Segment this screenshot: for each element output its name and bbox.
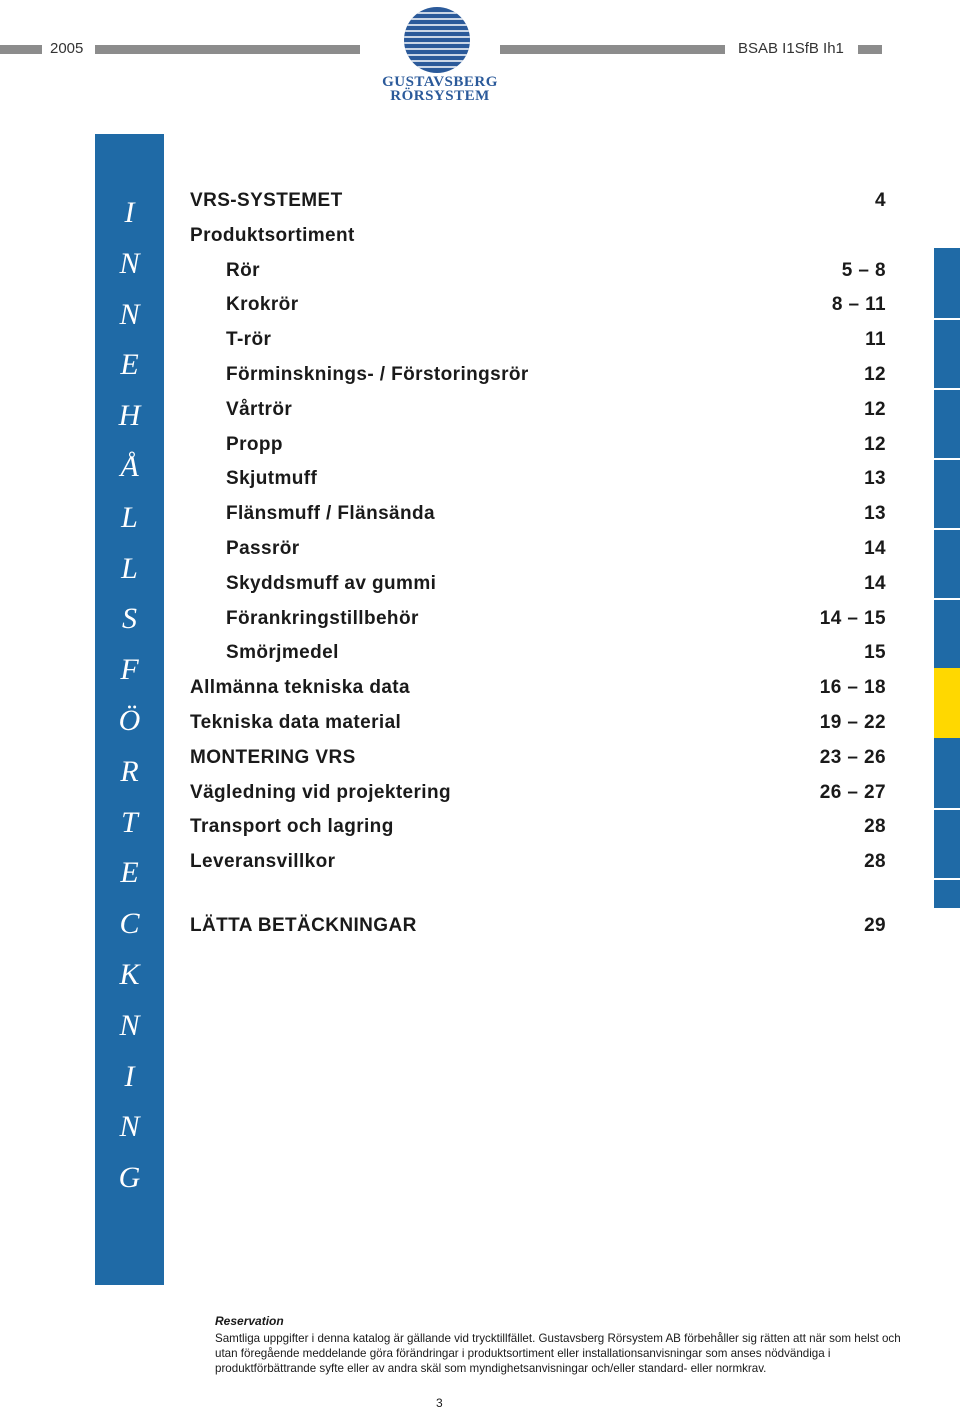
vertical-title-letter: F	[120, 653, 139, 687]
toc-entry-page: 14	[864, 572, 886, 594]
toc-entry[interactable]	[190, 329, 886, 359]
vertical-title-letter: R	[120, 754, 139, 788]
toc-entry-page: 13	[864, 468, 886, 490]
vertical-title-letter: N	[119, 1110, 140, 1144]
vertical-title-letter: G	[118, 1161, 141, 1195]
toc-entry[interactable]	[190, 677, 886, 707]
edge-tab-divider	[934, 808, 960, 810]
vertical-title	[95, 188, 164, 1204]
toc-entry-label: MONTERING VRS	[190, 746, 356, 768]
toc-entry[interactable]	[190, 712, 886, 742]
edge-tab-divider	[934, 318, 960, 320]
toc-entry[interactable]	[190, 225, 886, 255]
toc-entry-label: Flänsmuff / Flänsända	[226, 503, 435, 525]
toc-entry-label: Förankringstillbehör	[226, 607, 419, 629]
vertical-title-letter: I	[124, 1059, 135, 1093]
toc-entry[interactable]	[190, 608, 886, 638]
globe-logo-icon	[402, 5, 472, 75]
toc-entry-label: Förminsknings- / Förstoringsrör	[226, 364, 529, 385]
toc-entry-page: 19 – 22	[819, 712, 886, 733]
toc-entry[interactable]	[190, 399, 886, 429]
vertical-title-letter: C	[119, 907, 140, 941]
vertical-title-letter: N	[119, 246, 140, 280]
toc-entry-page: 23 – 26	[819, 746, 886, 768]
header-bar-left	[95, 45, 360, 54]
toc-entry-label: Propp	[226, 433, 283, 455]
toc-entry-page: 29	[864, 915, 886, 936]
edge-tab-divider	[934, 458, 960, 460]
toc-entry[interactable]	[190, 816, 886, 846]
toc-entry[interactable]	[190, 573, 886, 603]
edge-tab-divider	[934, 598, 960, 600]
toc-entry-label: Allmänna tekniska data	[190, 677, 410, 699]
toc-entry[interactable]	[190, 294, 886, 324]
toc-entry-page: 12	[864, 398, 886, 420]
toc-entry[interactable]	[190, 538, 886, 568]
toc-entry[interactable]	[190, 642, 886, 672]
toc-entry-page: 4	[875, 190, 886, 211]
toc-entry[interactable]	[190, 747, 886, 777]
toc-entry[interactable]	[190, 260, 886, 290]
toc-entry-label: LÄTTA BETÄCKNINGAR	[190, 915, 417, 936]
vertical-title-letter: I	[124, 196, 135, 229]
toc-entry-page: 5 – 8	[841, 259, 886, 281]
toc-entry[interactable]	[190, 503, 886, 533]
logo-text-line1: GUSTAVSBERG	[382, 74, 498, 90]
toc-entry[interactable]	[190, 782, 886, 812]
reservation-text: Samtliga uppgifter i denna katalog är gällande vid trycktillfället. Gustavsberg Rörsystem AB förbehåller sig rätten att när som helst och utan föregående meddelande göra förändringar i produktsortiment eller installationsanvisningar som anses nödvändiga i produktförbättrande syfte eller av andra skäl som myndighetsanvisningar och/eller standard- eller normkrav.	[215, 1332, 901, 1375]
toc-entry-label: Tekniska data material	[190, 712, 402, 733]
vertical-title-letter: H	[118, 399, 141, 433]
toc-entry-page: 12	[864, 364, 886, 385]
toc-entry-label: T-rör	[226, 329, 272, 351]
header-year: 2005	[50, 40, 84, 57]
edge-tab-divider	[934, 528, 960, 530]
vertical-title-letter: Ö	[118, 703, 141, 737]
toc-entry-label: Produktsortiment	[190, 224, 355, 246]
toc-entry-page: 12	[864, 433, 886, 455]
toc-entry-page: 11	[865, 329, 886, 351]
toc-entry-label: Skyddsmuff av gummi	[226, 572, 437, 594]
toc-entry-page: 14	[864, 538, 886, 559]
toc-entry[interactable]	[190, 468, 886, 498]
header-bar-right-outer	[858, 45, 882, 54]
toc-entry-label: Passrör	[226, 538, 300, 559]
toc-entry-label: Skjutmuff	[226, 468, 318, 490]
toc-entry[interactable]	[190, 190, 886, 220]
toc-entry-page: 26 – 27	[819, 781, 886, 803]
vertical-title-letter: Å	[120, 449, 139, 483]
reservation-title: Reservation	[215, 1314, 284, 1328]
toc-entry-page: 28	[864, 816, 886, 838]
toc-entry-label: Krokrör	[226, 294, 299, 316]
toc-entry-label: Transport och lagring	[190, 816, 394, 838]
vertical-title-letter: E	[120, 856, 139, 890]
toc-entry[interactable]	[190, 364, 886, 394]
toc-entry[interactable]	[190, 851, 886, 881]
logo-text-line2: RÖRSYSTEM	[390, 88, 490, 104]
toc-entry-page: 8 – 11	[831, 294, 886, 316]
page-number: 3	[436, 1396, 443, 1410]
toc-entry-label: Vårtrör	[226, 398, 293, 420]
vertical-title-letter: K	[119, 957, 140, 991]
vertical-title-letter: N	[119, 297, 140, 331]
toc-entry-label: Rör	[226, 259, 260, 281]
edge-tab-divider	[934, 388, 960, 390]
vertical-title-letter: L	[121, 500, 138, 534]
toc-entry-label: Leveransvillkor	[190, 851, 336, 873]
edge-tab-divider	[934, 878, 960, 880]
toc-entry-page: 28	[864, 851, 886, 873]
toc-entry-page: 13	[864, 503, 886, 525]
vertical-title-letter: S	[122, 602, 137, 636]
toc-entry-page: 14 – 15	[819, 607, 886, 629]
toc-entry-page: 15	[864, 642, 886, 664]
vertical-title-letter: E	[120, 348, 139, 382]
toc-entry-label: VRS-SYSTEMET	[190, 190, 343, 211]
vertical-title-letter: T	[121, 805, 138, 839]
header-bar-right	[500, 45, 725, 54]
edge-tab-blue-lower	[934, 738, 960, 908]
toc-entry[interactable]	[190, 434, 886, 464]
vertical-title-bar	[95, 134, 164, 1285]
toc-entry-label: Smörjmedel	[226, 642, 339, 664]
header-bar-left-outer	[0, 45, 42, 54]
toc-entry[interactable]	[190, 915, 886, 945]
toc-entry-page: 16 – 18	[819, 677, 886, 699]
toc-entry-label: Vägledning vid projektering	[190, 781, 452, 803]
vertical-title-letter: L	[121, 551, 138, 585]
vertical-title-letter: N	[119, 1008, 140, 1042]
edge-tab-yellow	[934, 668, 960, 738]
header-classification: BSAB I1SfB Ih1	[738, 40, 844, 57]
